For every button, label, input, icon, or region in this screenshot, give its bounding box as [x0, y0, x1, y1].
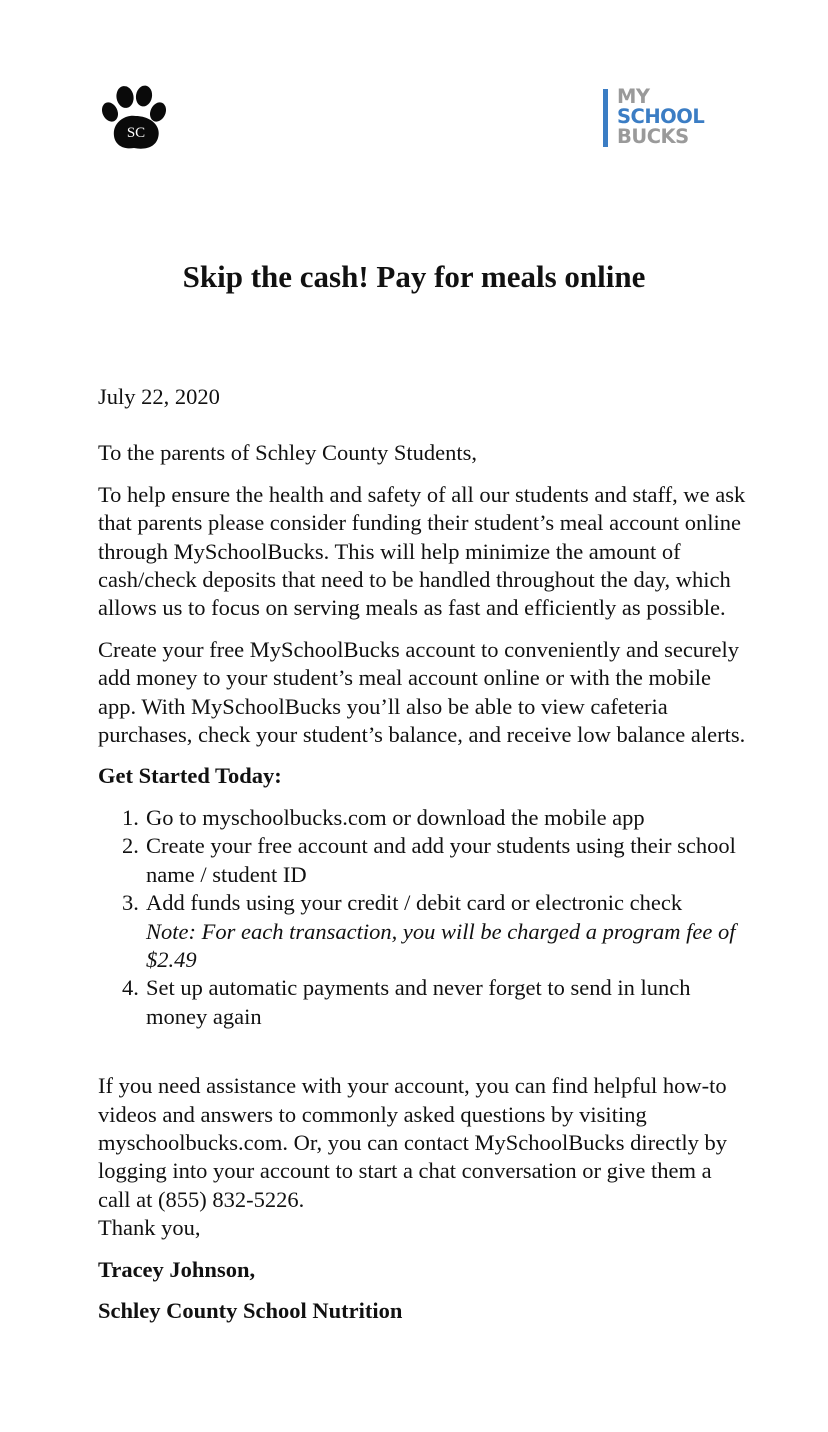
signer-name: Tracey Johnson, — [98, 1256, 256, 1282]
step-text: Go to myschoolbucks.com or download the mobile app — [146, 804, 645, 830]
school-paw-logo — [100, 84, 168, 152]
logo-line-my: MY — [617, 85, 650, 108]
letter-body — [98, 383, 748, 1338]
logo-line-school: SCHOOL — [617, 105, 705, 128]
step-text: Create your free account and add your students using their school name / student ID — [146, 833, 736, 887]
assistance-paragraph: If you need assistance with your account, you can find helpful how-to videos and answers to commonly asked questions by visiting myschoolbucks.com. Or, you can contact MySchoolBucks directly by logging into your account to start a chat conversation or give them a call at (855) 832-5226. — [98, 1073, 727, 1212]
step-number: 4. — [122, 975, 139, 1001]
myschoolbucks-logo — [603, 87, 733, 149]
steps-list — [122, 804, 748, 1031]
logo-line-bucks: BUCKS — [617, 125, 689, 148]
list-item — [122, 889, 748, 974]
intro-paragraph: To help ensure the health and safety of all our students and staff, we ask that parents please consider funding their student’s meal account online through MySchoolBucks. This will help minimize the amount of cash/check deposits that need to be handled throughout the day, which allows us to focus on serving meals as fast and efficiently as possible. — [98, 481, 746, 621]
letter-title: Skip the cash! Pay for meals online — [182, 259, 646, 294]
fee-note: Note: For each transaction, you will be charged a program fee of $2.49 — [146, 918, 736, 972]
step-number: 2. — [122, 833, 139, 859]
salutation: To the parents of Schley County Students, — [98, 440, 478, 466]
step-number: 1. — [122, 804, 139, 830]
step-text: Set up automatic payments and never forget to send in lunch money again — [146, 975, 691, 1029]
steps-heading: Get Started Today: — [98, 763, 282, 789]
closing: Thank you, — [98, 1215, 201, 1241]
paw-print-icon — [100, 84, 168, 152]
monogram: SC — [126, 125, 146, 141]
signer-organization: Schley County School Nutrition — [98, 1297, 403, 1323]
step-body — [146, 889, 748, 974]
letter-date: July 22, 2020 — [98, 384, 220, 409]
step-number: 3. — [122, 890, 139, 916]
step-text: Add funds using your credit / debit card or electronic check — [146, 890, 683, 916]
list-item — [122, 974, 748, 1031]
logo-bar — [603, 89, 608, 147]
benefits-paragraph: Create your free MySchoolBucks account to conveniently and securely add money to your student’s meal account online or with the mobile app. With MySchoolBucks you’ll also be able to view cafeteria purchases, check your student’s balance, and receive low balance alerts. — [98, 636, 746, 748]
list-item — [122, 832, 748, 889]
list-item — [122, 804, 748, 832]
